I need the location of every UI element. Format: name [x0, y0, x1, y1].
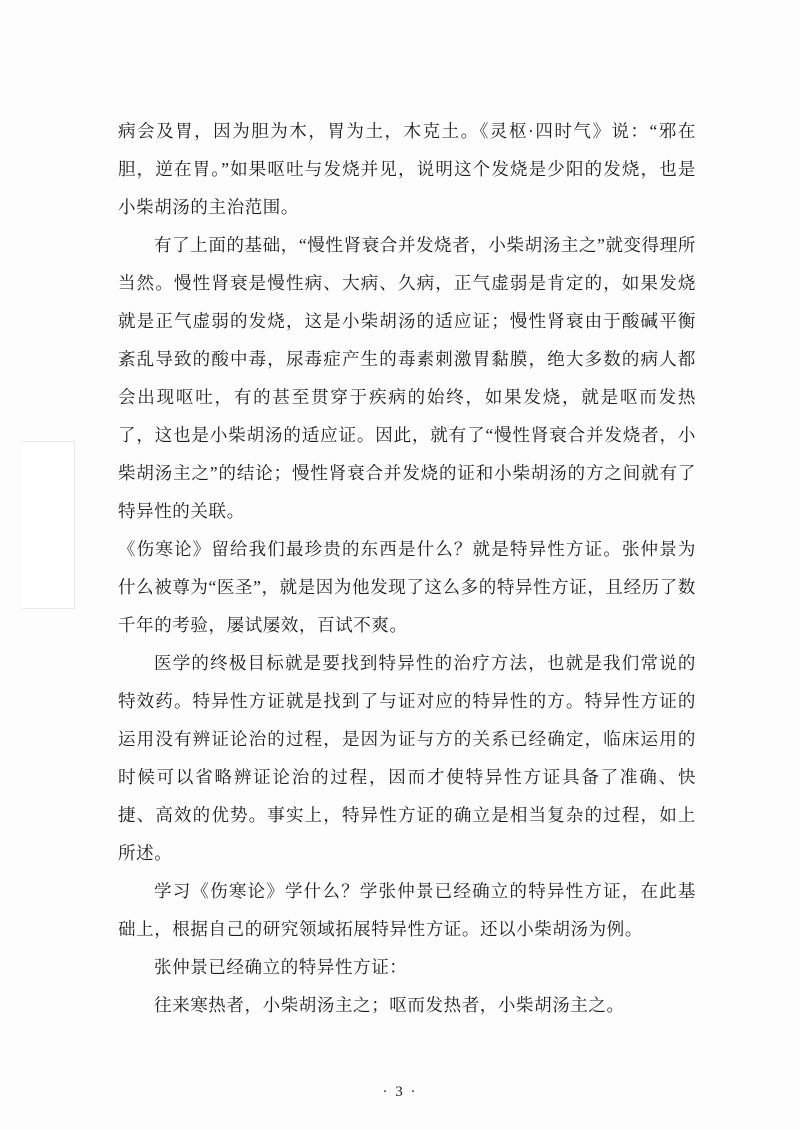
- paragraph-1: 病会及胃，因为胆为木，胃为土，木克土。《灵枢·四时气》说：“邪在胆，逆在胃。”如果呕吐与发烧并见，说明这个发烧是少阳的发烧，也是小柴胡汤的主治范围。: [118, 121, 696, 217]
- paragraph-3: 《伤寒论》留给我们最珍贵的东西是什么？就是特异性方证。张仲景为什么被尊为“医圣”，就是因为他发现了这么多的特异性方证，且经历了数千年的考验，屡试屡效，百试不爽。: [118, 539, 696, 635]
- paragraph-5: 学习《伤寒论》学什么？学张仲景已经确立的特异性方证，在此基础上，根据自己的研究领域拓展特异性方证。还以小柴胡汤为例。: [118, 881, 696, 939]
- page-number: · 3 ·: [382, 1084, 418, 1100]
- paragraph-2: 有了上面的基础，“慢性肾衰合并发烧者，小柴胡汤主之”就变得理所当然。慢性肾衰是慢性病、大病、久病，正气虚弱是肯定的，如果发烧就是正气虚弱的发烧，这是小柴胡汤的适应证；慢性肾衰由于酸碱平衡紊乱导致的酸中毒，尿毒症产生的毒素刺激胃黏膜，绝大多数的病人都会出现呕吐，有的甚至贯穿于疾病的始终，如果发烧，就是呕而发热了，这也是小柴胡汤的适应证。因此，就有了“慢性肾衰合并发烧者，小柴胡汤主之”的结论；慢性肾衰合并发烧的证和小柴胡汤的方之间就有了特异性的关联。: [118, 235, 696, 521]
- paragraph-4: 医学的终极目标就是要找到特异性的治疗方法，也就是我们常说的特效药。特异性方证就是找到了与证对应的特异性的方。特异性方证的运用没有辨证论治的过程，是因为证与方的关系已经确定，临床运用的时候可以省略辨证论治的过程，因而才使特异性方证具备了准确、快捷、高效的优势。事实上，特异性方证的确立是相当复杂的过程，如上所述。: [118, 653, 696, 863]
- paragraph-7: 往来寒热者，小柴胡汤主之；呕而发热者，小柴胡汤主之。: [154, 995, 625, 1015]
- margin-artifact: [22, 441, 75, 609]
- page-footer: [0, 1083, 800, 1101]
- paragraph-6: 张仲景已经确立的特异性方证：: [154, 957, 408, 977]
- page-body-text: [118, 112, 696, 1024]
